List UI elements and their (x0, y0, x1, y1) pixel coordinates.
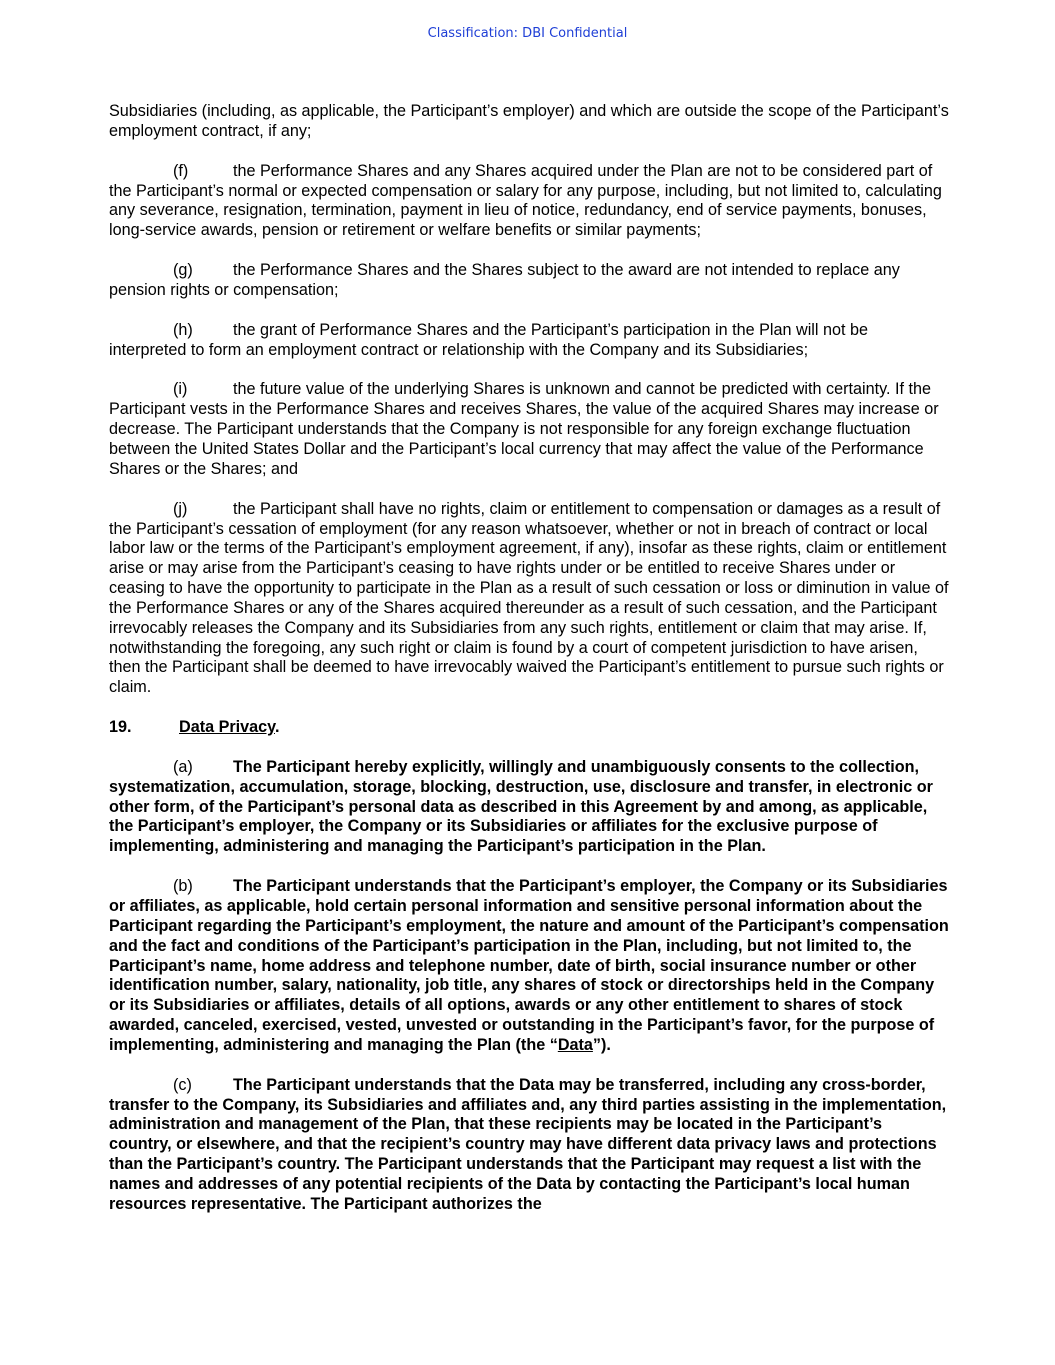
clause-text-g: the Performance Shares and the Shares subject to the award are not intended to replace any pension rights or compensation; (109, 261, 900, 299)
section-number: 19. (109, 718, 132, 737)
defined-term-data: Data (557, 1035, 593, 1054)
clause-label-i: (i) (173, 380, 188, 399)
clause-text-19b-end: ”). (592, 1035, 611, 1054)
clause-label-h: (h) (173, 320, 193, 339)
section-title: Data Privacy (179, 718, 275, 737)
section-title-period: . (275, 718, 280, 737)
paragraph-f (109, 162, 949, 241)
section-heading-19 (109, 718, 949, 738)
paragraph-19b (109, 877, 949, 1056)
clause-label-j: (j) (173, 499, 188, 518)
clause-label-g: (g) (173, 261, 193, 280)
paragraph-j (109, 500, 949, 698)
paragraph-h (109, 321, 949, 361)
classification-label: Classification: DBI Confidential (427, 26, 628, 41)
paragraph-g (109, 261, 949, 301)
document-body (109, 102, 949, 1215)
clause-label-19c: (c) (173, 1075, 192, 1094)
clause-text-19b: The Participant understands that the Participant’s employer, the Company or its Subsidiaries or affiliates, as applicable, hold certain personal information and sensitive personal information about the Participant regarding the Participant’s employment, the nature and amount of the Participant’s compensation and the fact and conditions of the Participant’s participation in the Plan, including, but not limited to, the Participant’s name, home address and telephone number, date of birth, social insurance number or other identification number, salary, nationality, job title, any shares of stock or directorships held in the Company or its Subsidiaries or affiliates, details of all options, awards or any other entitlement to shares of stock awarded, canceled, exercised, vested, unvested or outstanding in the Participant’s favor, for the purpose of implementing, administering and managing the Plan (the “ (109, 877, 949, 1054)
paragraph-19c (109, 1076, 949, 1215)
clause-label-19a: (a) (173, 757, 193, 776)
clause-text-h: the grant of Performance Shares and the Participant’s participation in the Plan will not be interpreted to form an employment contract or relationship with the Company and its Subsidiaries; (109, 320, 868, 359)
paragraph-continuation: Subsidiaries (including, as applicable, the Participant’s employer) and which are outside the scope of the Participant’s employment contract, if any; (109, 102, 949, 140)
clause-text-f: the Performance Shares and any Shares acquired under the Plan are not to be considered part of the Participant’s normal or expected compensation or salary for any purpose, including, but not limited to, calculating any severance, resignation, termination, payment in lieu of notice, redundancy, end of service payments, bonuses, long-service awards, pension or retirement or welfare benefits or similar payments; (109, 161, 942, 240)
clause-text-i: the future value of the underlying Shares is unknown and cannot be predicted with certainty. If the Participant vests in the Performance Shares and receives Shares, the value of the acquired Shares may increase or decrease. The Participant understands that the Company is not responsible for any foreign exchange fluctuation between the United States Dollar and the Participant’s local currency that may affect the value of the Performance Shares or the Shares; and (109, 380, 939, 478)
paragraph-19a (109, 758, 949, 857)
clause-text-19a: The Participant hereby explicitly, willingly and unambiguously consents to the collection, systematization, accumulation, storage, blocking, destruction, use, disclosure and transfer, in electronic or other form, of the Participant’s personal data as described in this Agreement by and among, as applicable, the Participant’s employer, the Company or its Subsidiaries or affiliates for the exclusive purpose of implementing, administering and managing the Participant’s participation in the Plan. (109, 757, 933, 856)
clause-label-19b: (b) (173, 877, 193, 896)
clause-text-19c: The Participant understands that the Data may be transferred, including any cross-border, transfer to the Company, its Subsidiaries and affiliates and, any third parties assisting in the implementation, administration and management of the Plan, that these recipients may be located in the Participant’s country, or elsewhere, and that the recipient’s country may have different data privacy laws and protections than the Participant’s country. The Participant understands that the Participant may request a list with the names and addresses of any potential recipients of the Data by contacting the Participant’s local human resources representative. The Participant authorizes the (109, 1075, 947, 1213)
clause-label-f: (f) (173, 161, 189, 180)
paragraph-i (109, 380, 949, 479)
clause-text-j: the Participant shall have no rights, claim or entitlement to compensation or damages as a result of the Participant’s cessation of employment (for any reason whatsoever, whether or not in breach of contract or local labor law or the terms of the Participant’s employment agreement, if any), insofar as these rights, claim or entitlement arise or may arise from the Participant’s ceasing to have rights under or be entitled to receive Shares under or ceasing to have the opportunity to participate in the Plan as a result of such cessation or loss or diminution in value of the Performance Shares or any of the Shares acquired thereunder as a result of such cessation, and the Participant irrevocably releases the Company and its Subsidiaries from any such rights, entitlement or claim that may arise. If, notwithstanding the foregoing, any such right or claim is found by a court of competent jurisdiction to have arisen, then the Participant shall be deemed to have irrevocably waived the Participant’s entitlement to pursue such rights or claim. (109, 499, 949, 697)
